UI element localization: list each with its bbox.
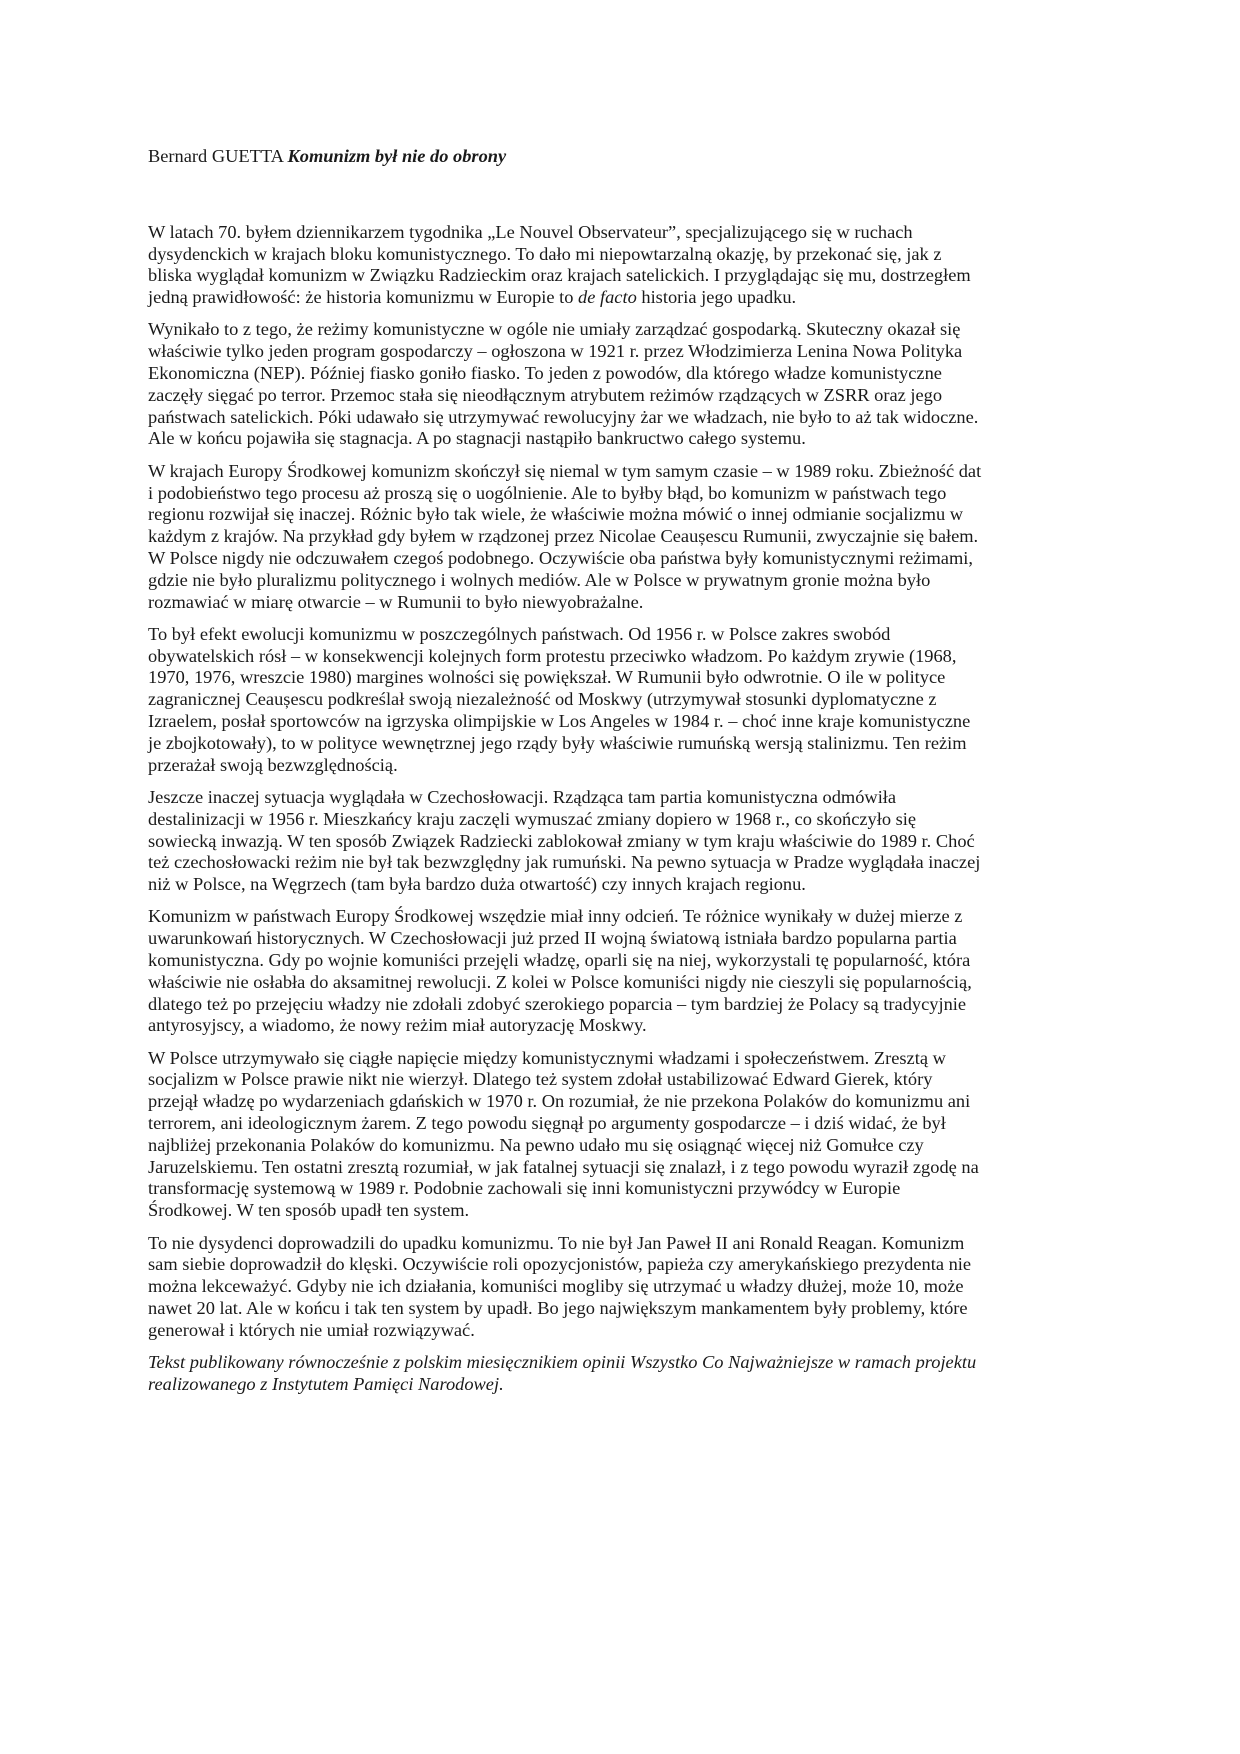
text-line: zagranicznej Ceaușescu podkreślał swoją niezależność od Moskwy (utrzymywał stosunki dyplomatyczne z xyxy=(148,689,937,710)
text-line: najbliżej przekonania Polaków do komunizmu. Na pewno udało mu się osiągnąć więcej niż Gomułce czy xyxy=(148,1134,924,1155)
paragraph-4 xyxy=(148,624,1098,777)
text-line: Jeszcze inaczej sytuacja wyglądała w Czechosłowacji. Rządząca tam partia komunistyczna odmówiła xyxy=(148,786,897,807)
text-line: Izraelem, posłał sportowców na igrzyska olimpijskie w Los Angeles w 1984 r. – choć inne kraje komunistyczne xyxy=(148,711,971,732)
text-line: Tekst publikowany równocześnie z polskim miesięcznikiem opinii Wszystko Co Najważniejsze w ramach projektu xyxy=(148,1352,977,1373)
text-line: W Polsce utrzymywało się ciągłe napięcie między komunistycznymi władzami i społeczeństwem. Zresztą w xyxy=(148,1047,946,1068)
paragraph-3 xyxy=(148,461,1098,614)
text-segment: historia jego upadku. xyxy=(636,287,797,308)
text-line: regionu rozwijał się inaczej. Różnic było tak wiele, że właściwie można mówić o innej odmianie socjalizmu w xyxy=(148,504,964,525)
publication-note xyxy=(148,1352,1098,1396)
paragraph-7 xyxy=(148,1048,1098,1222)
text-line: je zbojkotowały), to w polityce wewnętrznej jego rządy były właściwie rumuńską wersją stalinizmu. Ten reżim xyxy=(148,732,967,753)
text-line: socjalizm w Polsce prawie nikt nie wierzył. Dlatego też system zdołał ustabilizować Edward Gierek, który xyxy=(148,1069,933,1090)
article-heading xyxy=(148,146,1098,168)
text-line: sam siebie doprowadził do klęski. Oczywiście roli opozycjonistów, papieża czy amerykańskiego prezydenta nie xyxy=(148,1254,972,1275)
text-line: terrorem, ani ideologicznym żarem. Z tego powodu sięgnął po argumenty gospodarcze – i dziś widać, że był xyxy=(148,1113,946,1134)
text-line: realizowanego z Instytutem Pamięci Narodowej. xyxy=(148,1373,504,1394)
text-line: Komunizm w państwach Europy Środkowej wszędzie miał inny odcień. Te różnice wynikały w dużej mierze z xyxy=(148,906,963,927)
text-line: Ale w końcu pojawiła się stagnacja. A po stagnacji nastąpiło bankructwo całego systemu. xyxy=(148,428,806,449)
text-line: dlatego też po przejęciu władzy nie zdołali zdobyć szerokiego poparcia – tym bardziej że Polacy są tradycyjnie xyxy=(148,993,967,1014)
text-line: komunistyczna. Gdy po wojnie komuniści przejęli władzę, oparli się na niej, wykorzystali tę popularność, która xyxy=(148,950,971,970)
text-line: W latach 70. byłem dziennikarzem tygodnika „Le Nouvel Observateur”, specjalizującego się w ruchach xyxy=(148,221,913,242)
text-line: właściwie nie osłabła do aksamitnej rewolucji. Z kolei w Polsce komuniści nigdy nie cieszyli się popularnością, xyxy=(148,971,972,992)
text-line: przejął władzę po wydarzeniach gdańskich w 1970 r. On rozumiał, że nie przekona Polaków do komunizmu ani xyxy=(148,1091,971,1112)
author-name: Bernard GUETTA xyxy=(148,146,283,166)
text-line: W krajach Europy Środkowej komunizm skończył się niemal w tym samym czasie – w 1989 roku. Zbieżność dat xyxy=(148,460,982,481)
italic-phrase: de facto xyxy=(578,287,637,308)
text-line: dysydenckich w krajach bloku komunistycznego. To dało mi niepowtarzalną okazję, by przekonać się, jak z xyxy=(148,243,942,264)
text-line: obywatelskich rósł – w konsekwencji kolejnych form protestu przeciwko władzom. Po każdym zrywie (1968, xyxy=(148,645,957,666)
text-line: transformację systemową w 1989 r. Podobnie zachowali się inni komunistyczni przywódcy w Europie xyxy=(148,1178,901,1199)
text-line xyxy=(148,287,1098,309)
text-line: generował i których nie umiał rozwiązywać. xyxy=(148,1319,475,1340)
paragraph-5 xyxy=(148,787,1098,896)
text-line: przerażał swoją bezwzględnością. xyxy=(148,754,398,775)
text-line: bliska wyglądał komunizm w Związku Radzieckim oraz krajach satelickich. I przyglądając się mu, dostrzegłem xyxy=(148,265,971,286)
text-line: gdzie nie było pluralizmu politycznego i wolnych mediów. Ale w Polsce w prywatnym gronie można było xyxy=(148,569,931,590)
text-line: Środkowej. W ten sposób upadł ten system. xyxy=(148,1200,470,1221)
text-line: To był efekt ewolucji komunizmu w poszczególnych państwach. Od 1956 r. w Polsce zakres swobód xyxy=(148,623,891,644)
text-segment: jedną prawidłowość: że historia komunizmu w Europie to xyxy=(148,287,579,308)
text-line: niż w Polsce, na Węgrzech (tam była bardzo duża otwartość) czy innych krajach regionu. xyxy=(148,874,806,895)
text-line: antyrosyjscy, a wiadomo, że nowy reżim miał autoryzację Moskwy. xyxy=(148,1015,647,1036)
text-line: też czechosłowacki reżim nie był tak bezwzględny jak rumuński. Na pewno sytuacja w Pradze wyglądała inaczej xyxy=(148,852,981,873)
text-line: Jaruzelskiemu. Ten ostatni zresztą rozumiał, w jak fatalnej sytuacji się znalazł, i z tego powodu wyraził zgodę na xyxy=(148,1156,979,1177)
text-line: Ekonomiczna (NEP). Później fiasko goniło fiasko. To jeden z powodów, dla którego władze komunistyczne xyxy=(148,363,942,384)
text-line: nawet 20 lat. Ale w końcu i tak ten system by upadł. Bo jego największym mankamentem były problemy, które xyxy=(148,1297,968,1318)
text-line: destalinizacji w 1956 r. Mieszkańcy kraju zaczęli wymuszać zmiany dopiero w 1968 r., co skończyło się xyxy=(148,808,917,829)
text-line: To nie dysydenci doprowadzili do upadku komunizmu. To nie był Jan Paweł II ani Ronald Reagan. Komunizm xyxy=(148,1232,965,1253)
text-line: rozmawiać w miarę otwarcie – w Rumunii to było niewyobrażalne. xyxy=(148,591,644,612)
paragraph-8 xyxy=(148,1233,1098,1342)
text-line: zaczęły sięgać po terror. Przemoc stała się nieodłącznym atrybutem reżimów rządzących w ZSRR oraz jego xyxy=(148,384,943,405)
text-line: państwach satelickich. Póki udawało się utrzymywać rewolucyjny żar we władzach, nie było to aż tak widoczne. xyxy=(148,406,979,427)
paragraph-1 xyxy=(148,222,1098,309)
text-line: właściwie tylko jeden program gospodarczy – ogłoszona w 1921 r. przez Włodzimierza Lenina Nowa Polityka xyxy=(148,341,963,362)
text-line: W Polsce nigdy nie odczuwałem czegoś podobnego. Oczywiście oba państwa były komunistycznymi reżimami, xyxy=(148,547,973,568)
text-line: Wynikało to z tego, że reżimy komunistyczne w ogóle nie umiały zarządzać gospodarką. Skuteczny okazał się xyxy=(148,319,961,340)
paragraph-2 xyxy=(148,319,1098,450)
paragraph-6 xyxy=(148,906,1098,1037)
text-line: 1970, 1976, wreszcie 1980) margines wolności się powiększał. W Rumunii było odwrotnie. O ile w polityce xyxy=(148,667,946,688)
article-title: Komunizm był nie do obrony xyxy=(287,146,507,166)
text-line: i podobieństwo tego procesu aż proszą się o uogólnienie. Ale to byłby błąd, bo komunizm w państwach tego xyxy=(148,482,947,503)
text-line: można lekceważyć. Gdyby nie ich działania, komuniści mogliby się utrzymać u władzy dłużej, może 10, może xyxy=(148,1276,964,1297)
text-line: sowiecką inwazją. W ten sposób Związek Radziecki zablokował zmiany w tym kraju właściwie do 1989 r. Choć xyxy=(148,830,975,851)
text-line: uwarunkowań historycznych. W Czechosłowacji już przed II wojną światową istniała bardzo popularna partia xyxy=(148,928,957,949)
document-page xyxy=(148,146,1098,1406)
text-line: każdym z krajów. Na przykład gdy byłem w rządzonej przez Nicolae Ceaușescu Rumunii, zwyczajnie się bałem. xyxy=(148,526,979,547)
